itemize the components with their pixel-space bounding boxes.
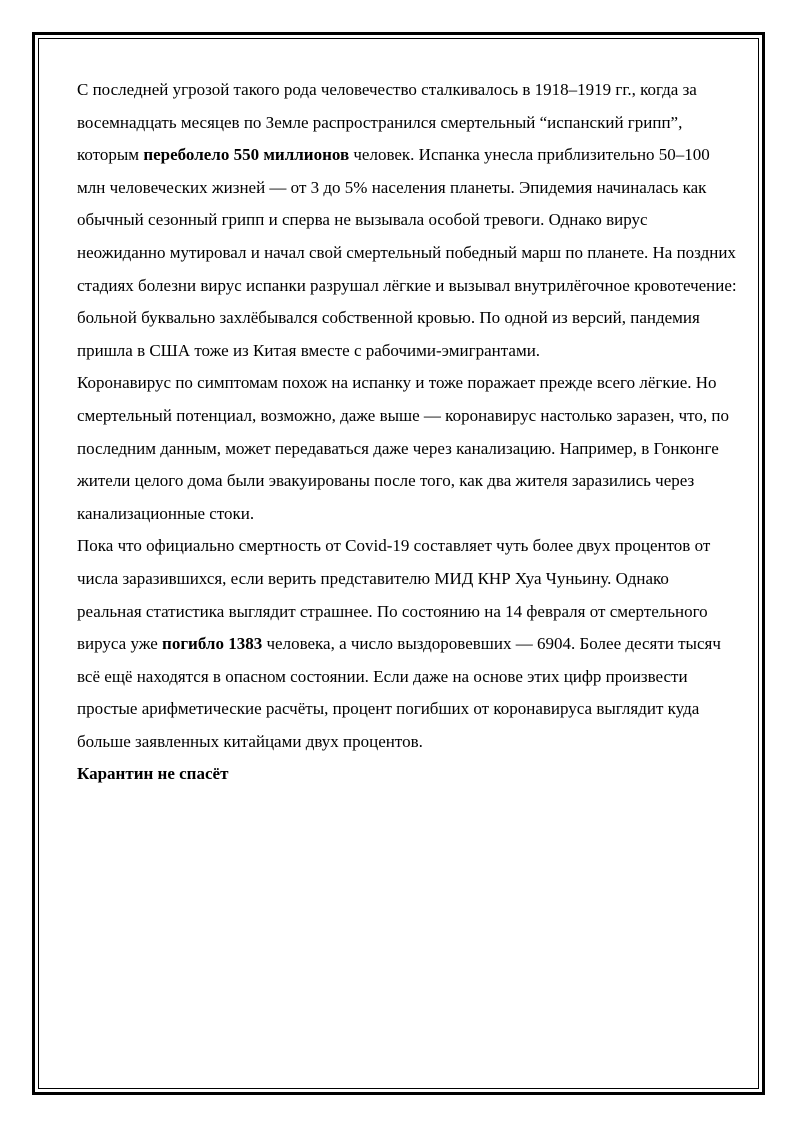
paragraph-coronavirus: Коронавирус по симптомам похож на испанку и тоже поражает прежде всего лёгкие. Но смертельный потенциал, возможно, даже выше — коронавирус настолько заразен, что, по последним данным, может передаваться даже через канализацию. Например, в Гонконге жители целого дома были эвакуированы после того, как два жителя заразились через канализационные стоки. bbox=[77, 373, 729, 523]
paragraph-text: С последней угрозой такого рода человечество сталкивалось в 1918–1919 гг., когда за восемнадцать месяцев по Земле распространился смертельный “испанский грипп”, которым bbox=[77, 80, 697, 165]
paragraph-spanish-flu bbox=[77, 74, 737, 367]
document-body bbox=[77, 74, 737, 791]
emphasis-text: переболело 550 миллионов bbox=[143, 145, 350, 165]
paragraph-mortality bbox=[77, 530, 737, 758]
section-heading: Карантин не спасёт bbox=[77, 764, 229, 784]
paragraph-text: человека, а число выздоровевших — 6904. Более десяти тысяч всё ещё находятся в опасном состоянии. Если даже на основе этих цифр произвести простые арифметические расчёты, процент погибших от коронавируса выглядит куда больше заявленных китайцами двух процентов. bbox=[77, 634, 721, 751]
emphasis-text: погибло 1383 bbox=[162, 634, 263, 654]
paragraph-text: Пока что официально смертность от Covid-19 составляет чуть более двух процентов от числа заразившихся, если верить представителю МИД КНР Хуа Чуньину. Однако реальная статистика выглядит страшнее. По состоянию на 14 февраля от смертельного вируса уже bbox=[77, 536, 711, 654]
paragraph-text: человек. Испанка унесла приблизительно 50–100 млн человеческих жизней — от 3 до 5% населения планеты. Эпидемия начиналась как обычный сезонный грипп и сперва не вызывала особой тревоги. Однако вирус неожиданно мутировал и начал свой смертельный победный марш по планете. На поздних стадиях болезни вирус испанки разрушал лёгкие и вызывал внутрилёгочное кровотечение: больной буквально захлёбывался собственной кровью. По одной из версий, пандемия пришла в США тоже из Китая вместе с рабочими-эмигрантами. bbox=[77, 145, 737, 360]
